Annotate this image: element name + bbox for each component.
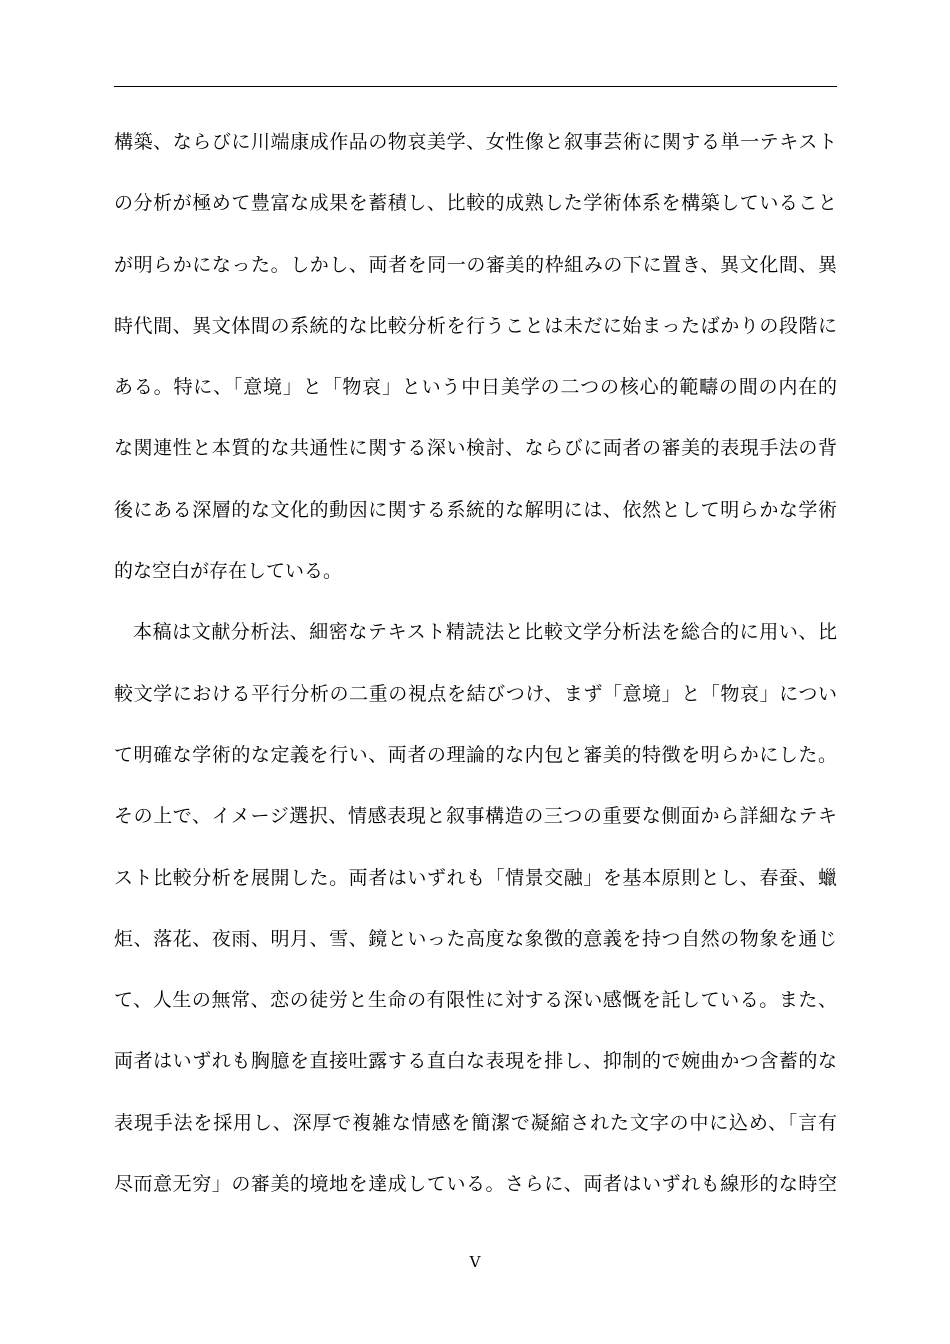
text-line: 後にある深層的な文化的動因に関する系統的な解明には、依然として明らかな学術: [114, 498, 837, 521]
text-line: 較文学における平行分析の二重の視点を結びつけ、まず「意境」と「物哀」につい: [114, 682, 837, 705]
text-line: な関連性と本質的な共通性に関する深い検討、ならびに両者の審美的表現手法の背: [114, 437, 837, 460]
text-line: 尽而意无穷」の審美的境地を達成している。さらに、両者はいずれも線形的な時空: [114, 1173, 837, 1196]
text-line: 構築、ならびに川端康成作品の物哀美学、女性像と叙事芸術に関する単一テキスト: [114, 131, 837, 153]
text-line: 本稿は文献分析法、細密なテキスト精読法と比較文学分析法を総合的に用い、比: [133, 621, 837, 644]
text-line: て、人生の無常、恋の徒労と生命の有限性に対する深い感慨を託している。また、: [114, 989, 837, 1012]
body-text: [114, 112, 837, 1215]
text-line: の分析が極めて豊富な成果を蓄積し、比較的成熟した学術体系を構築していること: [114, 192, 837, 215]
text-line: 表現手法を採用し、深厚で複雑な情感を簡潔で凝縮された文字の中に込め、「言有: [114, 1111, 837, 1134]
page-number: V: [469, 1253, 481, 1271]
text-line: ある。特に、「意境」と「物哀」という中日美学の二つの核心的範疇の間の内在的: [114, 376, 837, 399]
text-line: その上で、イメージ選択、情感表現と叙事構造の三つの重要な側面から詳細なテキ: [114, 805, 837, 828]
header-rule: [114, 86, 837, 87]
text-line: 炬、落花、夜雨、明月、雪、鏡といった高度な象徴的意義を持つ自然の物象を通じ: [114, 927, 837, 950]
text-line: 時代間、異文体間の系統的な比較分析を行うことは未だに始まったばかりの段階に: [114, 314, 837, 337]
text-line: スト比較分析を展開した。両者はいずれも「情景交融」を基本原則とし、春蚕、蠟: [114, 866, 837, 889]
text-line: 的な空白が存在している。: [114, 560, 343, 583]
text-line: が明らかになった。しかし、両者を同一の審美的枠組みの下に置き、異文化間、異: [114, 253, 837, 276]
text-line: て明確な学術的な定義を行い、両者の理論的な内包と審美的特徴を明らかにした。: [114, 743, 837, 766]
text-line: 両者はいずれも胸臆を直接吐露する直白な表現を排し、抑制的で婉曲かつ含蓄的な: [114, 1050, 837, 1073]
